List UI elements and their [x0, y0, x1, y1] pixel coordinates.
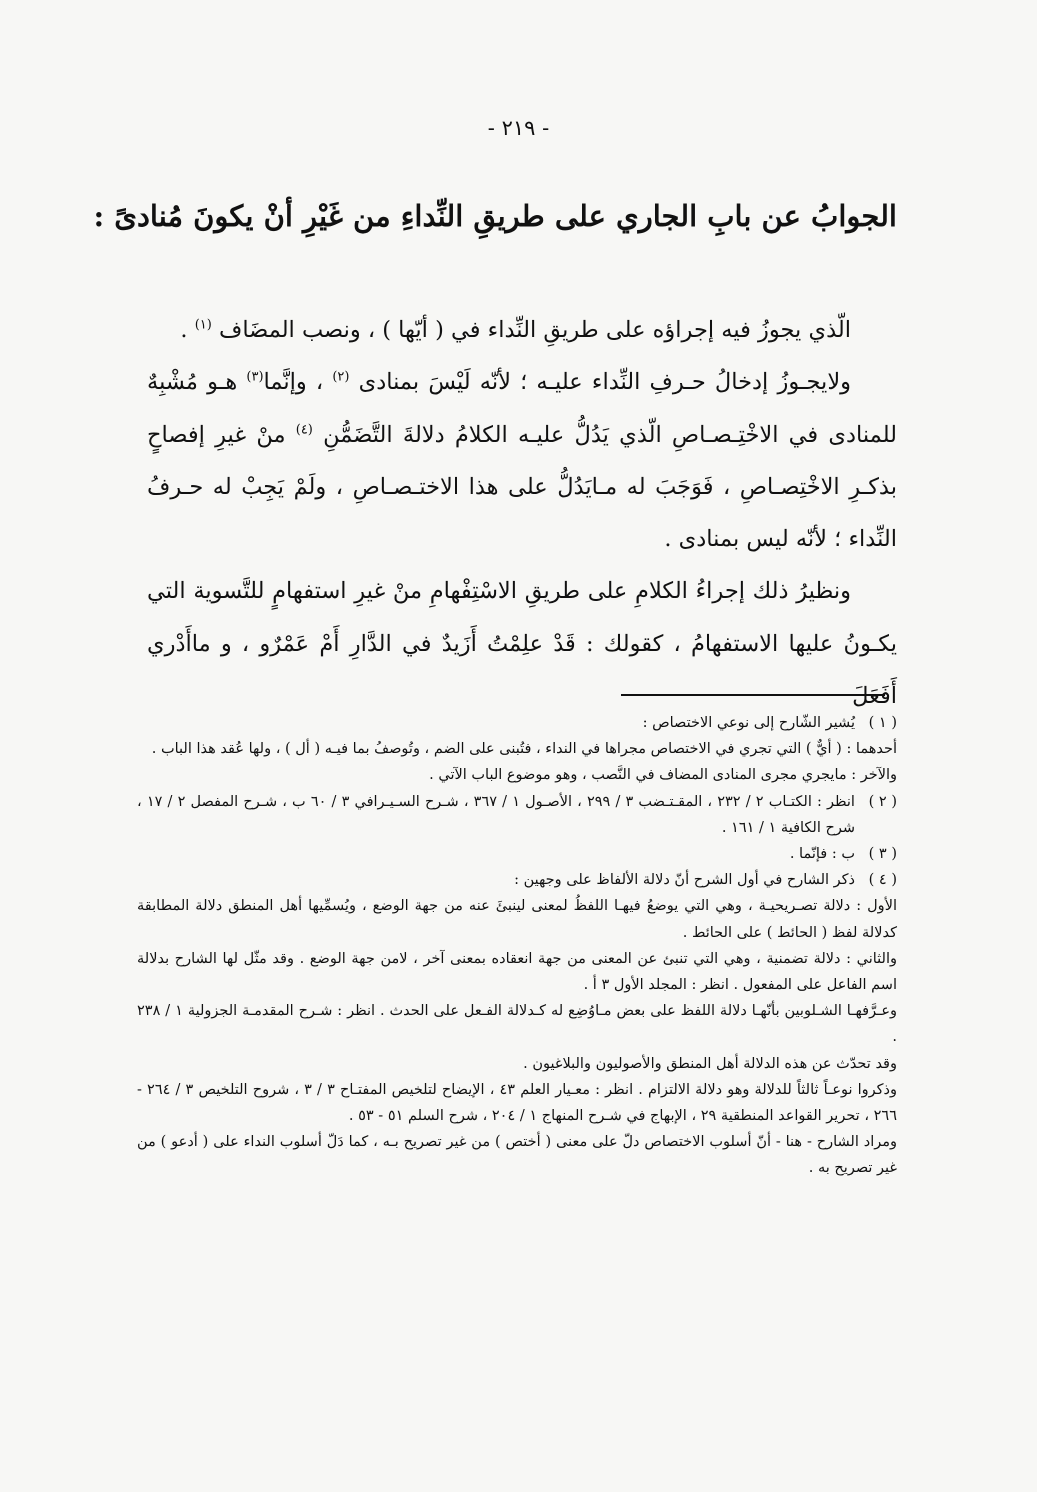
- footnote-4-line: وذكروا نوعـاً ثالثاً للدلالة وهو دلالة الالتزام . انظر : معـيار العلم ٤٣ ، الإيضاح لتلخيص المفتـاح ٣ / ٣ ، شروح التلخيص ٣ / ٢٦٤ - ٢٦٦ ، تحرير القواعد المنطقية ٢٩ ، الإبهاج في شـرح المنهاج ١ / ٢٠٤ ، شرح السلم ٥١ - ٥٣ .: [137, 1081, 898, 1125]
- footnote-2-text: انظر : الكتـاب ٢ / ٢٣٢ ، المقـتـضب ٣ / ٢٩٩ ، الأصـول ١ / ٣٦٧ ، شـرح السـيـرافي ٣ / ٦٠ ب ، شـرح المفصل ٢ / ١٧ ، شرح الكافية ١ / ١٦١ .: [137, 793, 855, 836]
- paragraph-2-text-d: منْ غيرِ إفصاحٍ بذكـرِ الاخْتِصـاصِ ، فَوَجَبَ له مـايَدُلُّ على هذا الاختـصـاصِ ، ولَمْ يَجِبْ له حـرفُ النِّداء ؛ لأنّه ليس بمنادى .: [147, 421, 897, 553]
- paragraph-1: [147, 304, 897, 356]
- footnote-ref-3: (٣): [246, 369, 264, 385]
- footnotes-section: [137, 710, 897, 1182]
- paragraph-1-text: الّذي يجوزُ فيه إجراؤه على طريقِ النِّداء في ( أيّها ) ، ونصب المضَاف: [219, 317, 851, 343]
- footnote-4-line: الأول : دلالة تصـريحيـة ، وهي التي يوضعُ فيهـا اللفظُ لمعنى لينبئَ عنه من جهة الوضع ، ويُسمِّيها أهل المنطق دلالة المطابقة كدلالة لفظ ( الحائط ) على الحائط .: [137, 898, 897, 941]
- paragraph-2-text-c: هـو مُشْبِهٌ للمنادى في الاخْتِـصـاصِ الّذي يَدُلُّ عليـه الكلامُ دلالةَ التَّضَمُّنِ: [147, 369, 897, 448]
- footnote-4-line: وعـرَّفهـا الشـلوبين بأنّهـا دلالة اللفظ على بعض مـاوُضِع له كـدلالة الفـعل على الحدث . انظر : شـرح المقدمـة الجزولية ١ / ٢٣٨ .: [137, 1003, 897, 1046]
- paragraph-2-text-a: ولايجـوزُ إدخالُ حـرفِ النِّداء عليـه ؛ لأنّه لَيْسَ بمنادى: [358, 369, 852, 396]
- footnote-3-text: ب : فإنّما .: [789, 846, 855, 863]
- footnote-4-number: ( ٤ ): [868, 872, 897, 889]
- footnote-4-line: وقد تحدّث عن هذه الدلالة أهل المنطق والأصوليون والبلاغيون .: [523, 1055, 897, 1072]
- paragraph-1-end: .: [180, 317, 188, 343]
- footnote-ref-1: (١): [194, 317, 212, 333]
- footnote-4-line: والثاني : دلالة تضمنية ، وهي التي تنبئ عن المعنى من جهة انعقاده بمعنى آخر ، لامن جهة الوضع . وقد مثّل لها الشارح بدلالة اسم الفاعل على المفعول . انظر : المجلد الأول ٣ أ .: [137, 950, 897, 994]
- page-number: - ٢١٩ -: [487, 116, 550, 140]
- footnote-4-line: ومراد الشارح - هنا - أنّ أسلوب الاختصاص دلّ على معنى ( أختص ) من غير تصريح بـه ، كما دَلّ أسلوب النداء على ( أدعو ) من غير تصريح به .: [137, 1134, 897, 1177]
- footnote-4: [137, 867, 897, 893]
- footnote-1: [137, 710, 897, 736]
- footnote-3-number: ( ٣ ): [868, 846, 897, 863]
- paragraph-3: ونظيرُ ذلك إجراءُ الكلامِ على طريقِ الاسْتِفْهامِ منْ غيرِ استفهامٍ للتَّسوية التي يكـونُ عليها الاستفهامُ ، كقولك : قَدْ علِمْتُ أَزَيدٌ في الدَّارِ أَمْ عَمْرٌو ، و ماأَدْري أَفَعَلَ: [147, 578, 897, 710]
- footnote-ref-2: (٢): [332, 369, 350, 385]
- paragraph-2-text-b: ، وإنَّما: [263, 369, 324, 396]
- paragraph-2: [147, 356, 897, 565]
- footnote-2: [137, 789, 897, 841]
- footnote-3: [137, 841, 897, 867]
- footnote-1-line: أحدهما : ( أيٌّ ) التي تجري في الاختصاص مجراها في النداء ، فتُبنى على الضم ، وتُوصفُ بما فيـه ( أل ) ، ولها عُقد هذا الباب .: [151, 741, 897, 758]
- footnote-1-number: ( ١ ): [868, 715, 897, 731]
- footnote-1-line: والآخر : مايجري مجرى المنادى المضاف في النَّصب ، وهو موضوع الباب الآتي .: [429, 767, 897, 784]
- footnote-1-first-line: يُشير الشّارح إلى نوعي الاختصاص :: [642, 715, 855, 731]
- footnote-ref-4: (٤): [295, 422, 313, 438]
- chapter-title: الجوابُ عن بابِ الجاري على طريقِ النِّداءِ من غَيْرِ أنْ يكونَ مُنادىً :: [93, 199, 897, 233]
- footnote-2-number: ( ٢ ): [868, 793, 897, 810]
- main-body-text: [147, 304, 897, 722]
- footnote-divider: [621, 694, 885, 696]
- footnote-4-first-line: ذكر الشارح في أول الشرح أنّ دلالة الألفاظ على وجهين :: [514, 872, 855, 889]
